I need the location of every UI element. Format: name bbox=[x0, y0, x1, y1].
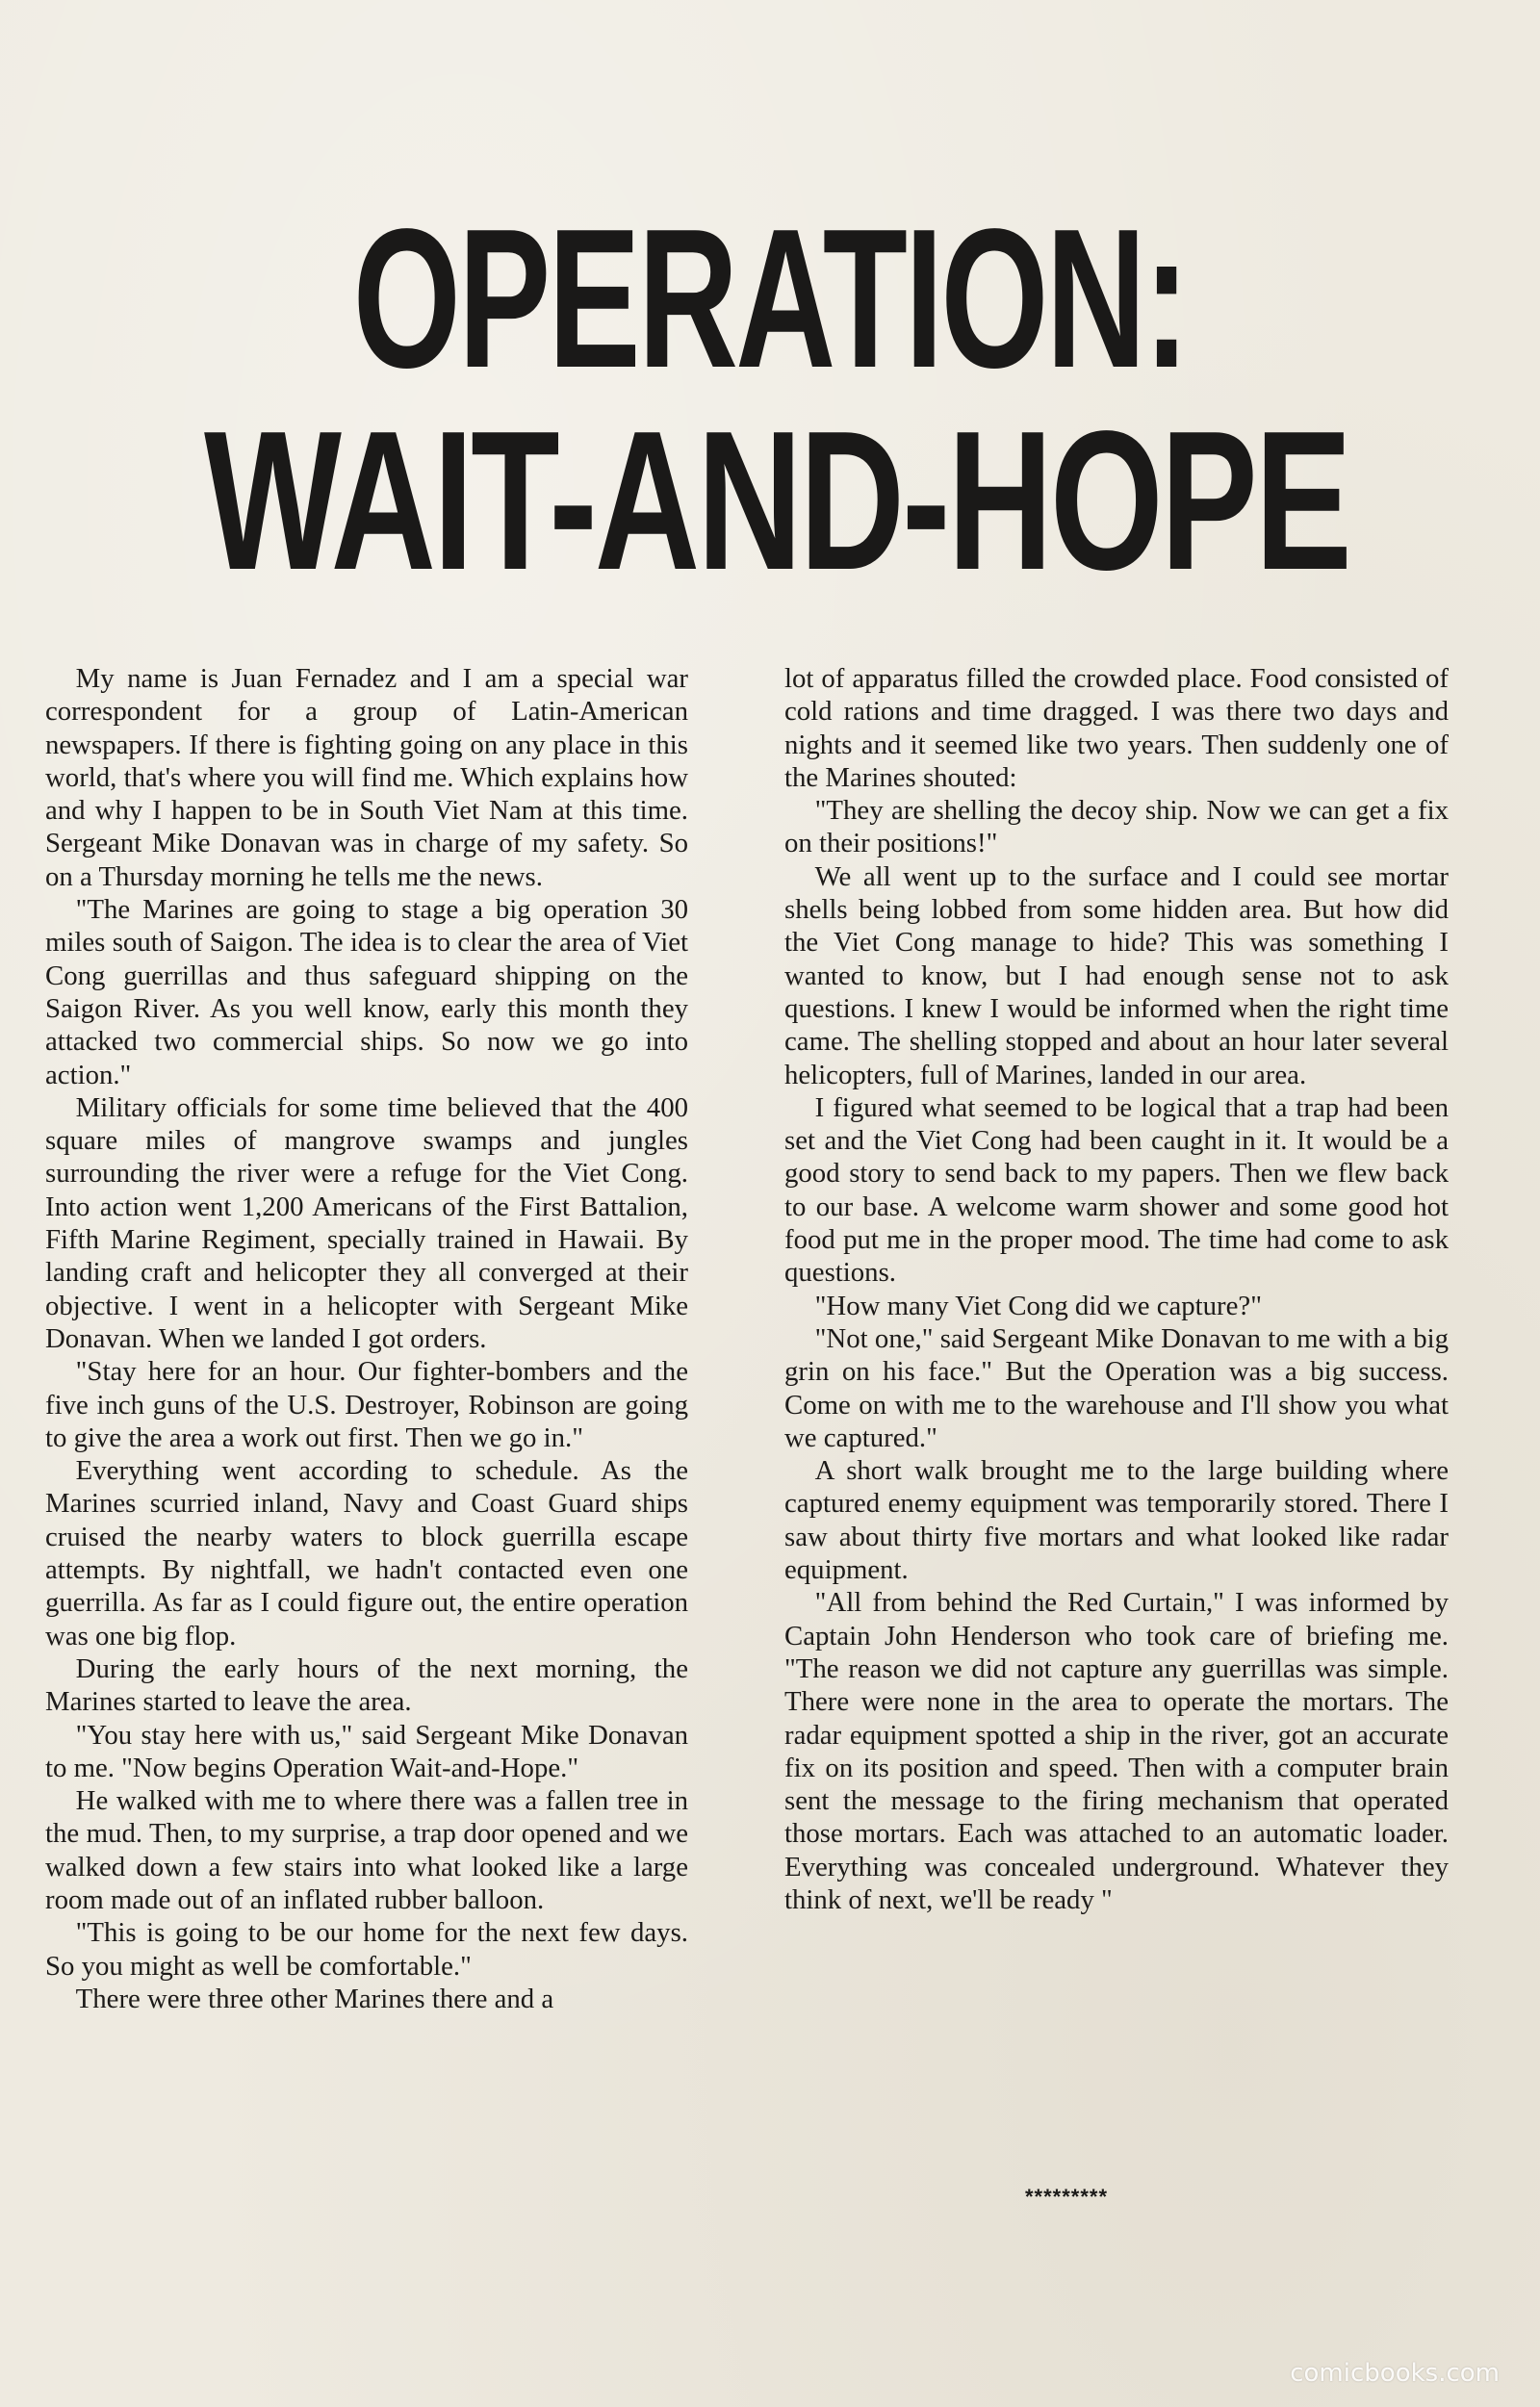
article-paragraph: lot of apparatus filled the crowded place. Food consisted of cold rations and time dragged. I was there two days and nights and it seemed like two years. Then suddenly one of the Marines shouted: bbox=[784, 663, 1449, 793]
article-paragraph: My name is Juan Fernadez and I am a special war correspondent for a group of Latin-American newspapers. If there is fighting going on any place in this world, that's where you will find me. Which explains how and why I happen to be in South Viet Nam at this time. Sergeant Mike Donavan was in charge of my safety. So on a Thursday morning he tells me the news. bbox=[45, 663, 688, 892]
article-paragraph: "Stay here for an hour. Our fighter-bombers and the five inch guns of the U.S. Destroyer, Robinson are going to give the area a work out first. Then we go in." bbox=[45, 1356, 688, 1453]
article-paragraph: "How many Viet Cong did we capture?" bbox=[814, 1290, 1262, 1321]
article-paragraph: "The Marines are going to stage a big operation 30 miles south of Saigon. The idea is to clear the area of Viet Cong guerrillas and thus safeguard shipping on the Saigon River. As you well know, early this month they attacked two commercial ships. So now we go into action." bbox=[45, 894, 688, 1090]
article-paragraph: "You stay here with us," said Sergeant Mike Donavan to me. "Now begins Operation Wait-and-Hope." bbox=[45, 1719, 688, 1783]
article-column-right bbox=[784, 662, 1449, 1916]
article-paragraph: "This is going to be our home for the next few days. So you might as well be comfortable." bbox=[45, 1917, 688, 1982]
headline-line-1: OPERATION: bbox=[352, 188, 1188, 409]
article-paragraph: Military officials for some time believed that the 400 square miles of mangrove swamps and jungles surrounding the river were a refuge for the Viet Cong. Into action went 1,200 Americans of the First Battalion, Fifth Marine Regiment, specially trained in Hawaii. By landing craft and helicopter they all converged at their objective. I went in a helicopter with Sergeant Mike Donavan. When we landed I got orders. bbox=[45, 1091, 688, 1354]
article-paragraph: There were three other Marines there and a bbox=[75, 1983, 554, 2014]
watermark: comicbooks.com bbox=[1290, 2359, 1500, 2388]
article-paragraph: I figured what seemed to be logical that a trap had been set and the Viet Cong had been caught in it. It would be a good story to send back to my papers. Then we flew back to our base. A welcome warm shower and some good hot food put me in the proper mood. The time had come to ask questions. bbox=[784, 1091, 1449, 1289]
article-column-left bbox=[45, 662, 688, 2015]
article-paragraph: "Not one," said Sergeant Mike Donavan to me with a big grin on his face." But the Operation was a big success. Come on with me to the warehouse and I'll show you what we captured." bbox=[784, 1322, 1449, 1453]
article-paragraph: "All from behind the Red Curtain," I was informed by Captain John Henderson who took care of briefing me. "The reason we did not capture any guerrillas was simple. There were none in the area to operate the mortars. The radar equipment spotted a ship in the river, got an accurate fix on its position and speed. Then with a computer brain sent the message to the firing mechanism that operated those mortars. Each was attached to an automatic loader. Everything was concealed underground. Whatever they think of next, we'll be ready " bbox=[784, 1587, 1449, 1915]
headline-line-2: WAIT-AND-HOPE bbox=[204, 390, 1349, 611]
article-paragraph: "They are shelling the decoy ship. Now we can get a fix on their positions!" bbox=[784, 795, 1449, 859]
end-mark: ********* bbox=[1025, 2185, 1109, 2209]
article-paragraph: He walked with me to where there was a fallen tree in the mud. Then, to my surprise, a trap door opened and we walked down a few stairs into what looked like a large room made out of an inflated rubber balloon. bbox=[45, 1785, 688, 1915]
article-paragraph: During the early hours of the next morning, the Marines started to leave the area. bbox=[45, 1652, 688, 1718]
article-paragraph: Everything went according to schedule. As the Marines scurried inland, Navy and Coast Guard ships cruised the nearby waters to block guerrilla escape attempts. By nightfall, we hadn't contacted even one guerrilla. As far as I could figure out, the entire operation was one big flop. bbox=[45, 1455, 688, 1652]
article-paragraph: A short walk brought me to the large building where captured enemy equipment was temporarily stored. There I saw about thirty five mortars and what looked like radar equipment. bbox=[784, 1455, 1449, 1586]
article-paragraph: We all went up to the surface and I could see mortar shells being lobbed from some hidden area. But how did the Viet Cong manage to hide? This was something I wanted to know, but I had enough sense not to ask questions. I knew I would be informed when the right time came. The shelling stopped and about an hour later several helicopters, full of Marines, landed in our area. bbox=[784, 860, 1449, 1090]
